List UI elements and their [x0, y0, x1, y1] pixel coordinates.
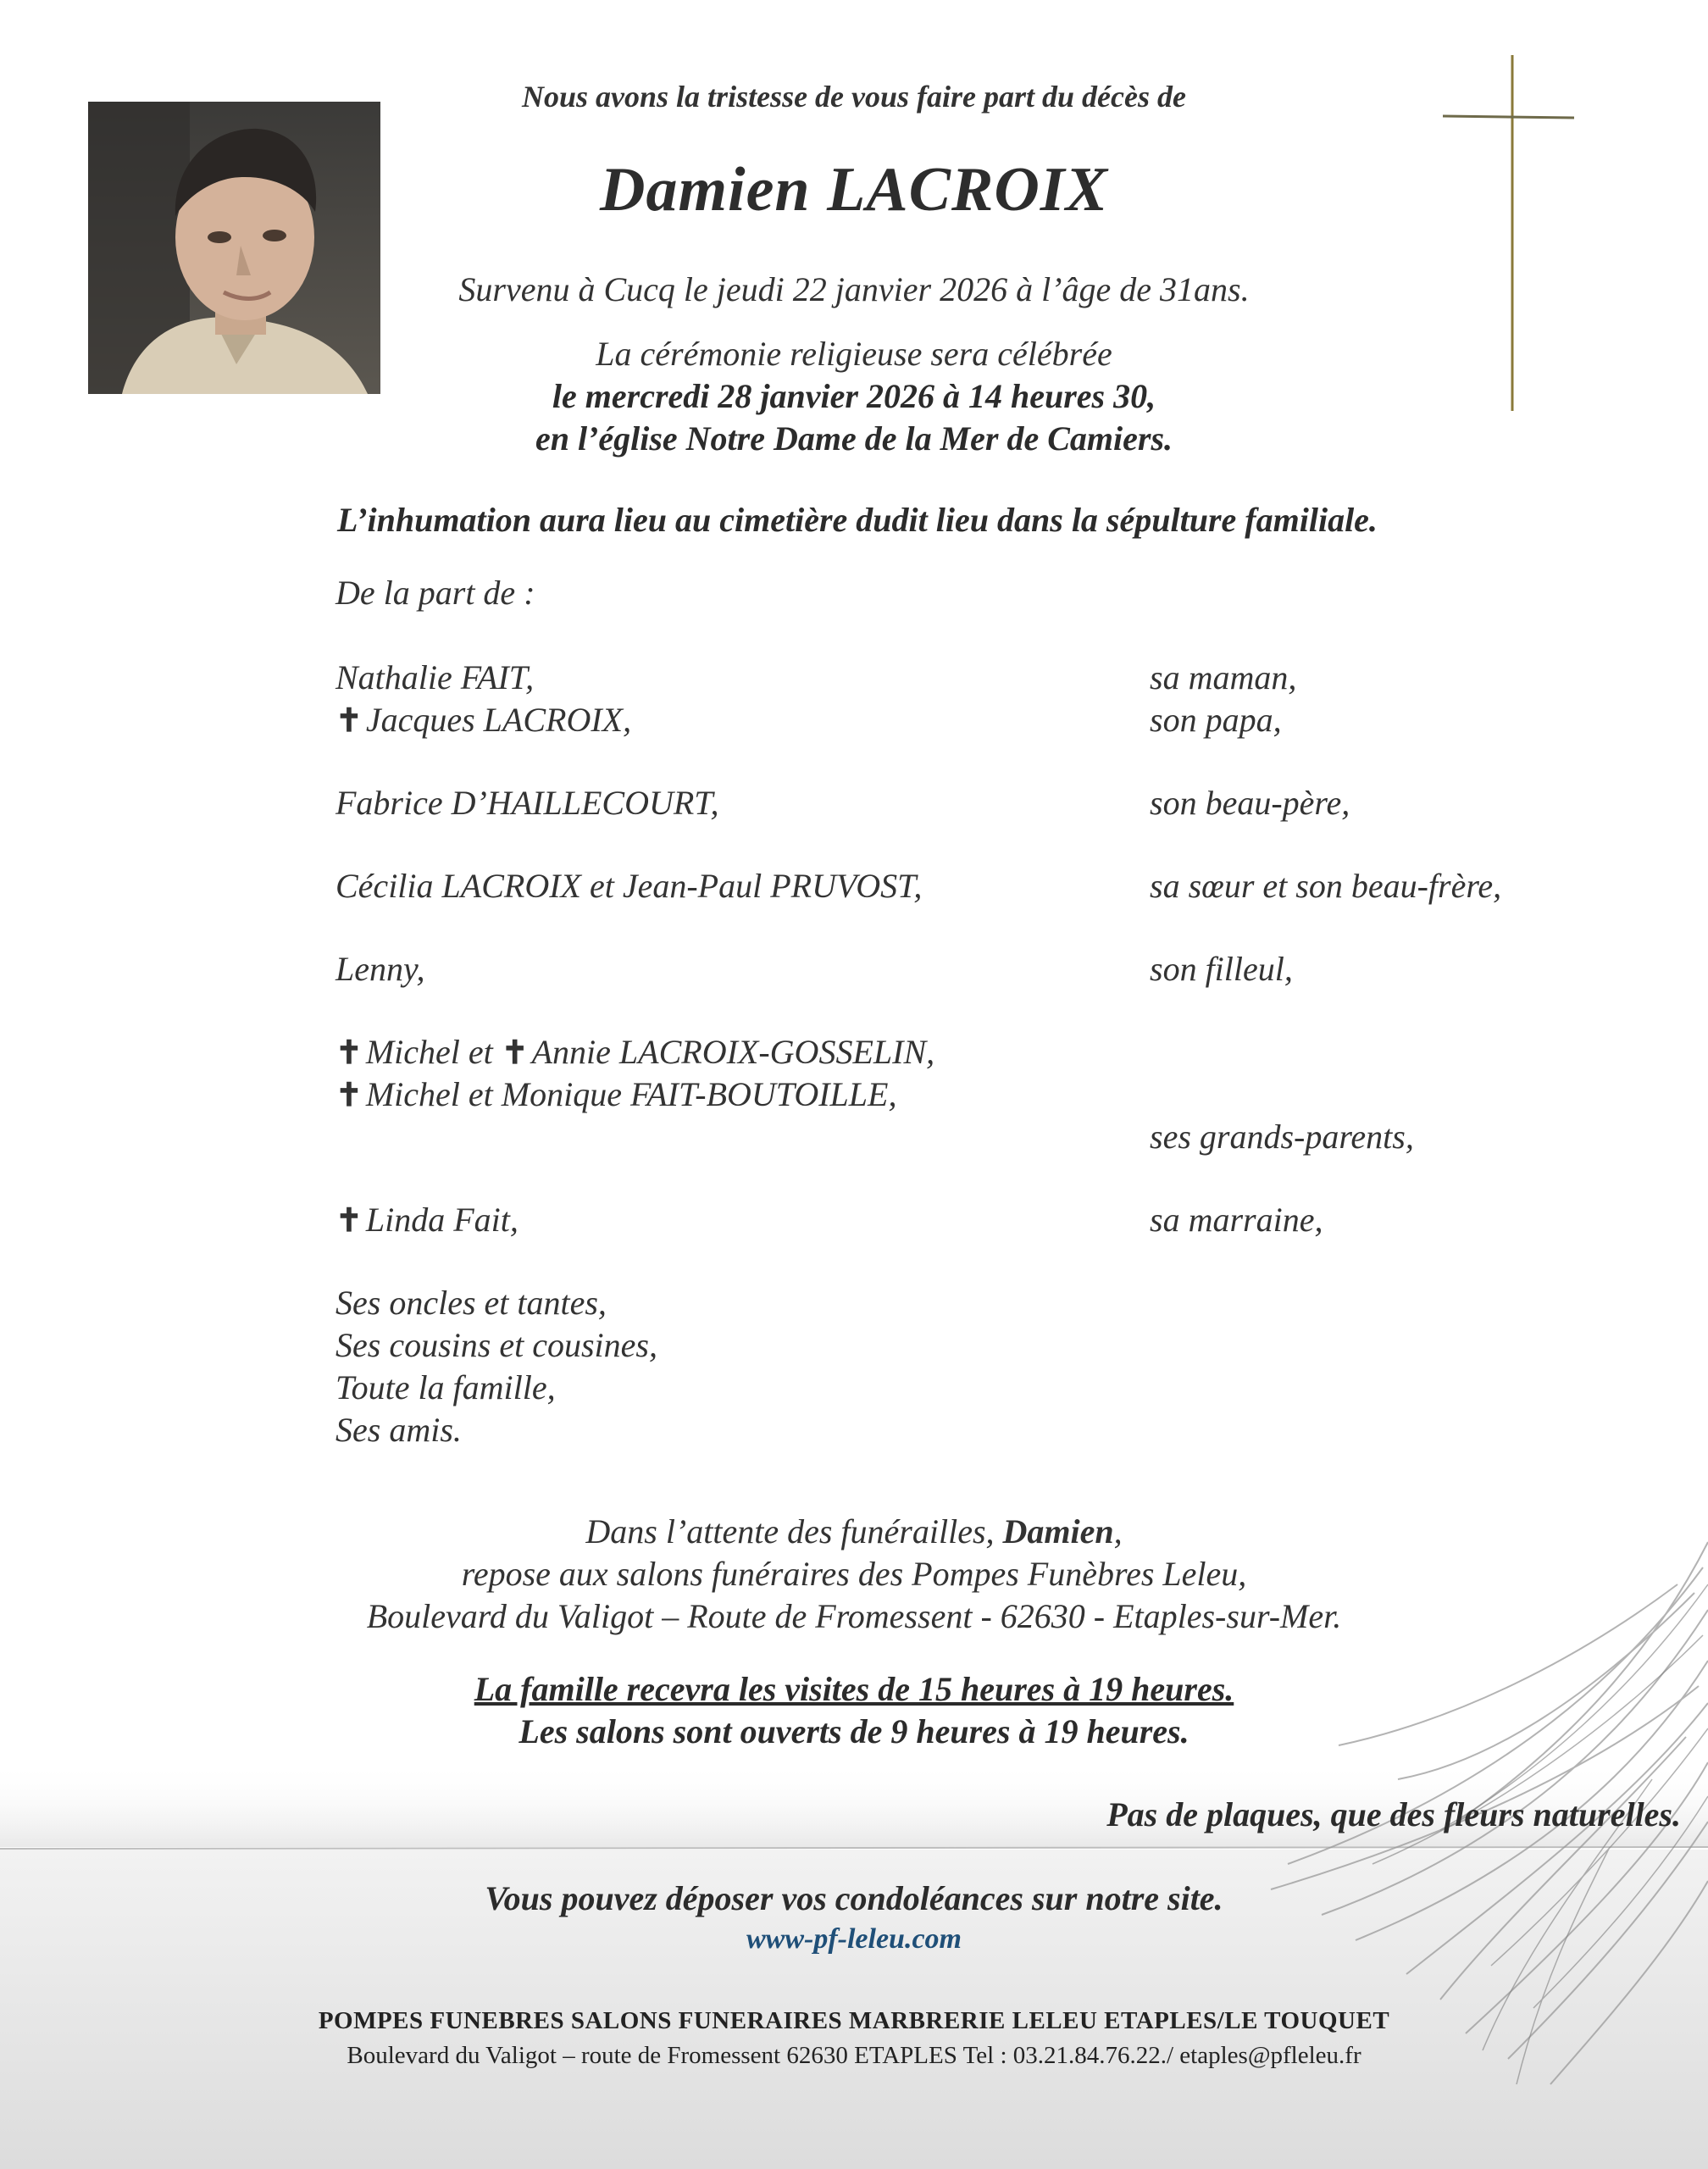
family-father-relation: son papa,: [1150, 701, 1282, 739]
family-friends: Ses amis.: [336, 1411, 462, 1449]
from-label: De la part de :: [336, 574, 535, 612]
visiting-hours: La famille recevra les visites de 15 heures à 19 heures.: [474, 1670, 1234, 1708]
viewing-address: Boulevard du Valigot – Route de Fromessent - 62630 - Etaples-sur-Mer.: [366, 1597, 1342, 1635]
family-sister-name: Cécilia LACROIX et Jean-Paul PRUVOST,: [336, 867, 923, 905]
family-stepfather-name: Fabrice D’HAILLECOURT,: [336, 784, 719, 822]
family-stepfather-relation: son beau-père,: [1150, 784, 1350, 822]
deceased-name: Damien LACROIX: [600, 155, 1108, 225]
family-grandparents-paternal: ✝ Michel et ✝ Annie LACROIX-GOSSELIN,: [336, 1033, 935, 1071]
family-mother-relation: sa maman,: [1150, 658, 1297, 696]
family-all: Toute la famille,: [336, 1368, 556, 1406]
footer-address: Boulevard du Valigot – route de Fromessent 62630 ETAPLES Tel : 03.21.84.76.22./ etaples@pfleleu.fr: [347, 2042, 1361, 2069]
family-cousins: Ses cousins et cousines,: [336, 1326, 657, 1364]
flowers-notice: Pas de plaques, que des fleurs naturelles.: [1106, 1795, 1681, 1833]
salon-hours: Les salons sont ouverts de 9 heures à 19 heures.: [518, 1712, 1190, 1750]
ceremony-date: le mercredi 28 janvier 2026 à 14 heures 30,: [552, 377, 1156, 415]
announcement-intro: Nous avons la tristesse de vous faire part du décès de: [522, 80, 1186, 114]
ceremony-intro: La cérémonie religieuse sera célébrée: [596, 335, 1112, 373]
family-godmother-relation: sa marraine,: [1150, 1201, 1323, 1239]
viewing-line-2: repose aux salons funéraires des Pompes Funèbres Leleu,: [461, 1555, 1247, 1593]
family-mother-name: Nathalie FAIT,: [336, 658, 535, 696]
burial-notice: L’inhumation aura lieu au cimetière dudit lieu dans la sépulture familiale.: [337, 501, 1378, 539]
viewing-line-1: Dans l’attente des funérailles, Damien,: [585, 1512, 1123, 1550]
family-father-name: Jacques LACROIX,: [365, 701, 632, 739]
family-godmother: ✝ Linda Fait,: [336, 1201, 518, 1239]
cross-symbol-icon: ✝: [336, 1078, 363, 1113]
website-link[interactable]: www-pf-leleu.com: [746, 1923, 962, 1955]
family-grandparents-relation: ses grands-parents,: [1150, 1118, 1414, 1156]
ceremony-place: en l’église Notre Dame de la Mer de Camiers.: [535, 419, 1173, 458]
condolences-notice: Vous pouvez déposer vos condoléances sur notre site.: [485, 1879, 1223, 1917]
family-father: [336, 700, 631, 740]
cross-symbol-icon: ✝: [501, 1035, 529, 1071]
viewing-name: Damien: [1002, 1512, 1114, 1550]
cross-symbol-icon: ✝: [336, 1203, 363, 1239]
family-grandparents-maternal: ✝ Michel et Monique FAIT-BOUTOILLE,: [336, 1075, 897, 1113]
family-uncles: Ses oncles et tantes,: [336, 1284, 607, 1322]
family-godson-relation: son filleul,: [1150, 950, 1293, 988]
family-sister-relation: sa sœur et son beau-frère,: [1150, 867, 1502, 905]
footer-company: POMPES FUNEBRES SALONS FUNERAIRES MARBRERIE LELEU ETAPLES/LE TOUQUET: [318, 2007, 1390, 2034]
cross-symbol-icon: ✝: [336, 703, 363, 739]
cross-symbol-icon: ✝: [336, 1035, 363, 1071]
family-godson-name: Lenny,: [336, 950, 425, 988]
death-details: Survenu à Cucq le jeudi 22 janvier 2026 à l’âge de 31ans.: [458, 270, 1250, 308]
